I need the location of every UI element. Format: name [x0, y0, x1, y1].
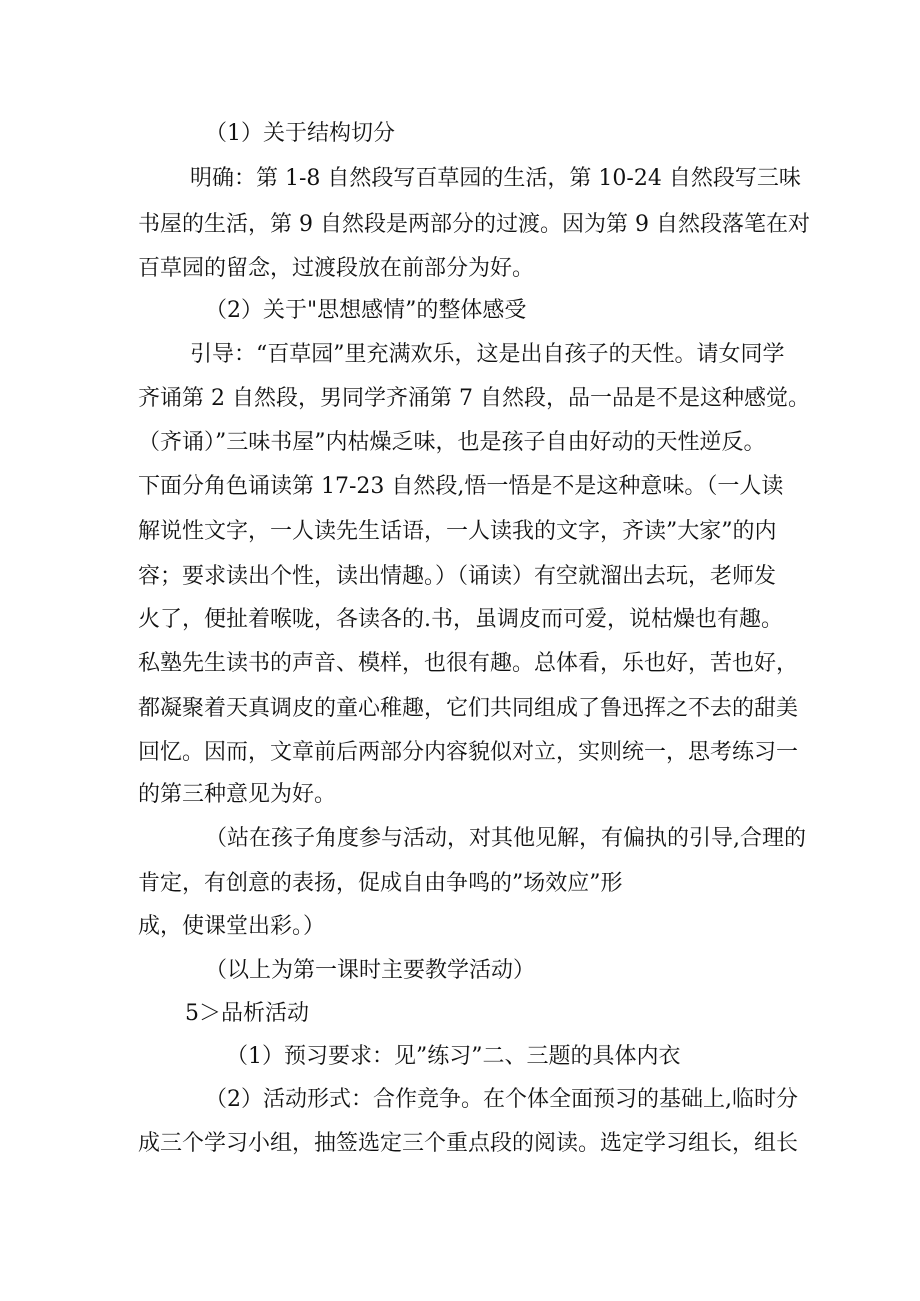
text-line-1: （1）关于结构切分: [205, 121, 395, 146]
text-line-9: 下面分角色诵读第 17-23 自然段,悟一悟是不是这种意味。（一人读: [138, 474, 784, 499]
text-line-20: （以上为第一课时主要教学活动）: [205, 958, 536, 983]
text-line-13: 私塾先生读书的声音、模样，也很有趣。总体看，乐也好，苦也好，: [138, 651, 799, 676]
text-line-12: 火了，便扯着喉咙，各读各的.书，虽调皮而可爱，说枯燥也有趣。: [138, 607, 783, 632]
text-line-10: 解说性文字，一人读先生话语，一人读我的文字，齐读”大家”的内: [138, 519, 777, 544]
text-line-14: 都凝聚着天真调皮的童心稚趣，它们共同组成了鲁迅挥之不去的甜美: [138, 696, 799, 721]
text-line-8: （齐诵）”三味书屋”内枯燥乏味，也是孩子自由好动的天性逆反。: [138, 430, 766, 455]
text-line-18: 肯定，有创意的表扬，促成自由争鸣的”场效应”形: [138, 871, 623, 896]
text-line-11: 容；要求读出个性，读出情趣。）（诵读）有空就溜出去玩，老师发: [138, 564, 777, 589]
text-line-19: 成，使课堂出彩。）: [138, 914, 326, 939]
text-line-23: （2）活动形式：合作竞争。在个体全面预习的基础上,临时分: [205, 1087, 798, 1112]
text-line-4: 百草园的留念，过渡段放在前部分为好。: [138, 256, 535, 281]
text-line-5: （2）关于"思想感情”的整体感受: [205, 298, 527, 323]
text-line-17: （站在孩子角度参与活动，对其他见解，有偏执的引导,合理的: [205, 826, 806, 851]
text-line-2: 明确：第 1-8 自然段写百草园的生活，第 10-24 自然段写三味: [190, 166, 801, 191]
text-line-24: 成三个学习小组，抽签选定三个重点段的阅读。选定学习组长，组长: [138, 1131, 799, 1156]
text-line-22: （1）预习要求：见”练习”二、三题的具体内衣: [226, 1044, 681, 1069]
text-line-3: 书屋的生活，第 9 自然段是两部分的过渡。因为第 9 自然段落笔在对: [138, 212, 810, 237]
text-line-21: 5＞品析活动: [185, 1001, 309, 1026]
text-line-7: 齐诵第 2 自然段，男同学齐涌第 7 自然段，品一品是不是这种感觉。: [138, 386, 810, 411]
text-line-16: 的第三种意见为好。: [138, 782, 337, 807]
text-line-6: 引导：“百草园”里充满欢乐，这是出自孩子的天性。请女同学: [190, 342, 785, 367]
text-line-15: 回忆。因而，文章前后两部分内容貌似对立，实则统一，思考练习一: [138, 740, 799, 765]
